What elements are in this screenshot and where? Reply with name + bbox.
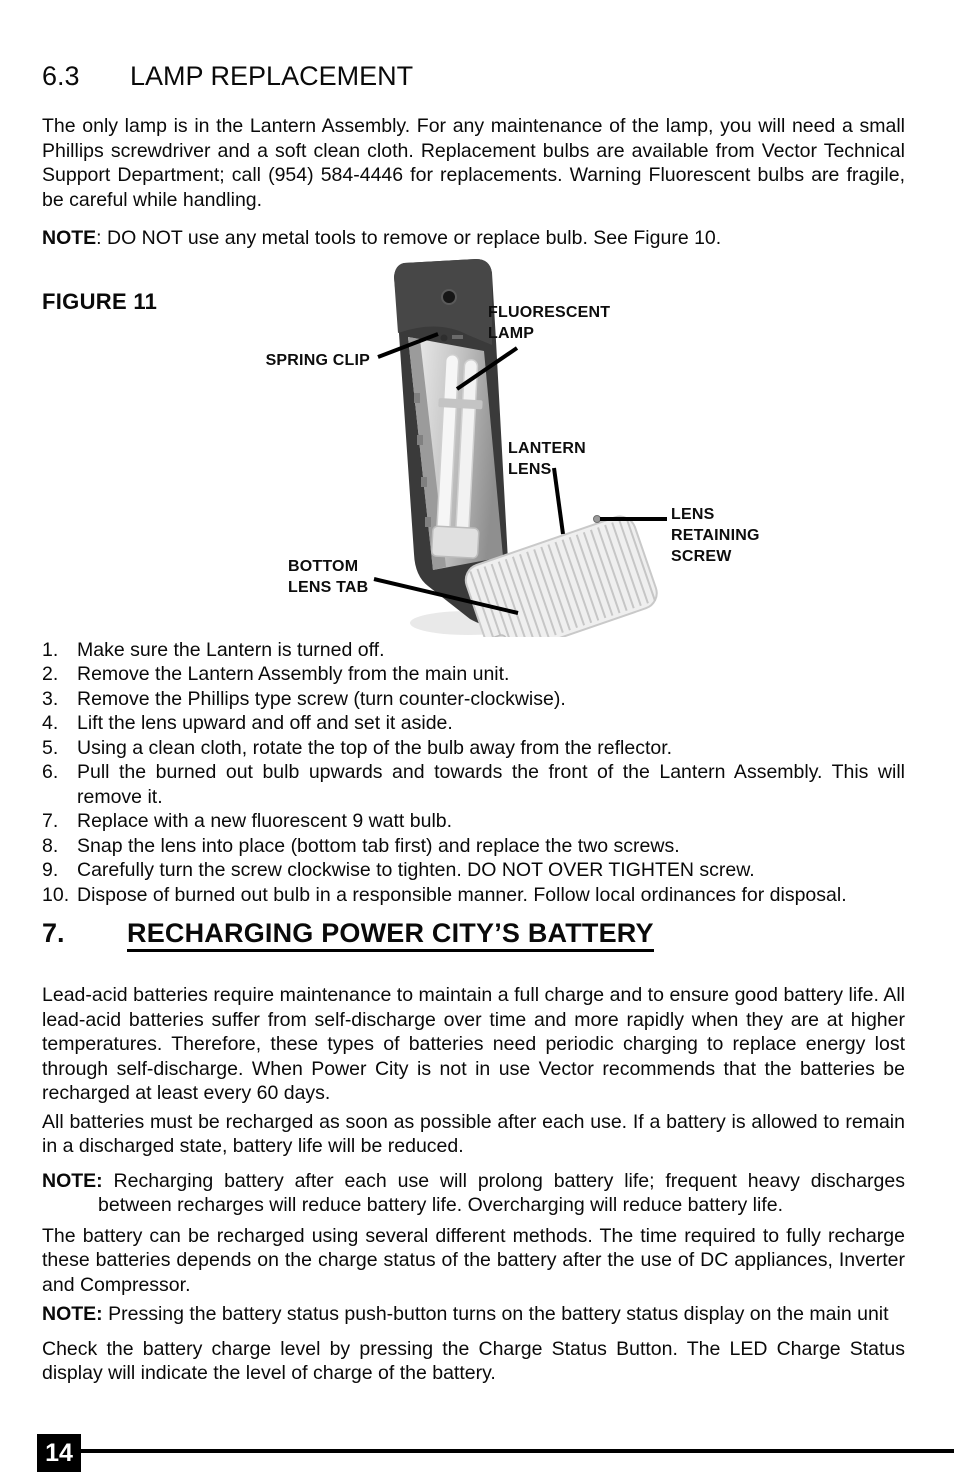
callout-lantern-lens: LANTERN LENS [508, 439, 586, 478]
step-number: 5. [42, 736, 59, 759]
battery-note-1 [42, 1169, 905, 1218]
note-text: Recharging battery after each use will prolong battery life; frequent heavy discharges between recharges will reduce battery life. Overcharging will reduce battery life. [98, 1169, 905, 1216]
step-number: 6. [42, 761, 59, 783]
step-number: 7. [42, 810, 59, 832]
section-heading-6-3 [42, 62, 905, 90]
step-text: Using a clean cloth, rotate the top of the bulb away from the reflector. [77, 736, 673, 759]
callout-bottom-lens-tab: BOTTOM LENS TAB [288, 557, 369, 596]
section-title: RECHARGING POWER CITY’S BATTERY [127, 918, 654, 952]
battery-paragraph-3: The battery can be recharged using several different methods. The time required to fully recharge these batteries depends on the charge status of the battery after the use of DC appliances, Inverter and Compressor. [42, 1224, 905, 1296]
step-number: 8. [42, 834, 59, 857]
step-number: 1. [42, 638, 59, 661]
step-item [42, 638, 905, 663]
section-heading-7 [42, 919, 905, 947]
note-text: Pressing the battery status push-button turns on the battery status display on the main unit [108, 1303, 889, 1325]
intro-paragraph: The only lamp is in the Lantern Assembly. For any maintenance of the lamp, you will need a small Phillips screwdriver and a soft clean cloth. Replacement bulbs are available from Vector Technical Support Department; call (954) 584-4446 for replacements. Warning Fluorescent bulbs are fragile, be careful while handling. [42, 115, 905, 211]
callout-spring-clip: SPRING CLIP [265, 351, 370, 369]
battery-paragraph-1: Lead-acid batteries require maintenance to maintain a full charge and to ensure good battery life. All lead-acid batteries suffer from self-discharge over time and more rapidly when they are at higher temperatures. Therefore, these types of batteries need periodic charging to replace energy lost through self-discharge. When Power City is not in use Vector recommends that the batteries be recharged at least every 60 days. [42, 984, 905, 1104]
page-number-box [37, 1434, 81, 1472]
step-text: Lift the lens upward and off and set it aside. [77, 712, 453, 734]
step-text: Carefully turn the screw clockwise to tighten. DO NOT OVER TIGHTEN screw. [77, 859, 755, 881]
replacement-steps-list [42, 638, 905, 908]
note-label: NOTE [42, 227, 97, 249]
step-item [42, 883, 905, 908]
step-item [42, 711, 905, 736]
step-text: Replace with a new fluorescent 9 watt bulb. [77, 810, 453, 832]
step-text: Pull the burned out bulb upwards and towards the front of the Lantern Assembly. This will remove it. [77, 761, 905, 808]
note-line [42, 226, 905, 251]
step-item [42, 662, 905, 687]
step-item [42, 834, 905, 859]
step-item [42, 687, 905, 712]
battery-paragraph-4: Check the battery charge level by pressing the Charge Status Button. The LED Charge Status display will indicate the level of charge of the battery. [42, 1337, 905, 1384]
note-text: : DO NOT use any metal tools to remove or replace bulb. See Figure 10. [96, 227, 722, 249]
note-label: NOTE: [42, 1169, 103, 1192]
footer-rule [80, 1449, 954, 1453]
battery-note-2 [42, 1302, 905, 1327]
step-item [42, 736, 905, 761]
step-text: Dispose of burned out bulb in a responsible manner. Follow local ordinances for disposal. [77, 883, 847, 906]
step-text: Snap the lens into place (bottom tab first) and replace the two screws. [77, 834, 680, 857]
step-item [42, 809, 905, 834]
step-number: 2. [42, 663, 59, 685]
page-number: 14 [45, 1438, 73, 1467]
lens-retaining-screw-part [594, 515, 601, 522]
note-label: NOTE: [42, 1303, 103, 1325]
step-number: 9. [42, 859, 59, 881]
section-number: 7. [42, 918, 65, 948]
callout-fluorescent-lamp: FLUORESCENT LAMP [488, 303, 611, 342]
section-title: LAMP REPLACEMENT [130, 61, 414, 91]
section-number: 6.3 [42, 61, 80, 91]
step-number: 10. [42, 883, 70, 906]
step-text: Remove the Lantern Assembly from the main unit. [77, 663, 510, 685]
figure-11 [0, 253, 954, 637]
figure-title: FIGURE 11 [42, 288, 158, 314]
callout-lens-retaining-screw: LENS RETAINING SCREW [671, 505, 760, 565]
step-text: Make sure the Lantern is turned off. [77, 638, 385, 661]
tube-base [431, 525, 479, 557]
battery-paragraph-2: All batteries must be recharged as soon as possible after each use. If a battery is allowed to remain in a discharged state, battery life will be reduced. [42, 1110, 905, 1157]
spring-clip-detail [441, 334, 448, 341]
lantern-top-hole [442, 290, 456, 304]
step-number: 3. [42, 687, 59, 710]
step-number: 4. [42, 712, 59, 734]
step-text: Remove the Phillips type screw (turn counter-clockwise). [77, 687, 566, 710]
step-item [42, 760, 905, 809]
step-item [42, 858, 905, 883]
